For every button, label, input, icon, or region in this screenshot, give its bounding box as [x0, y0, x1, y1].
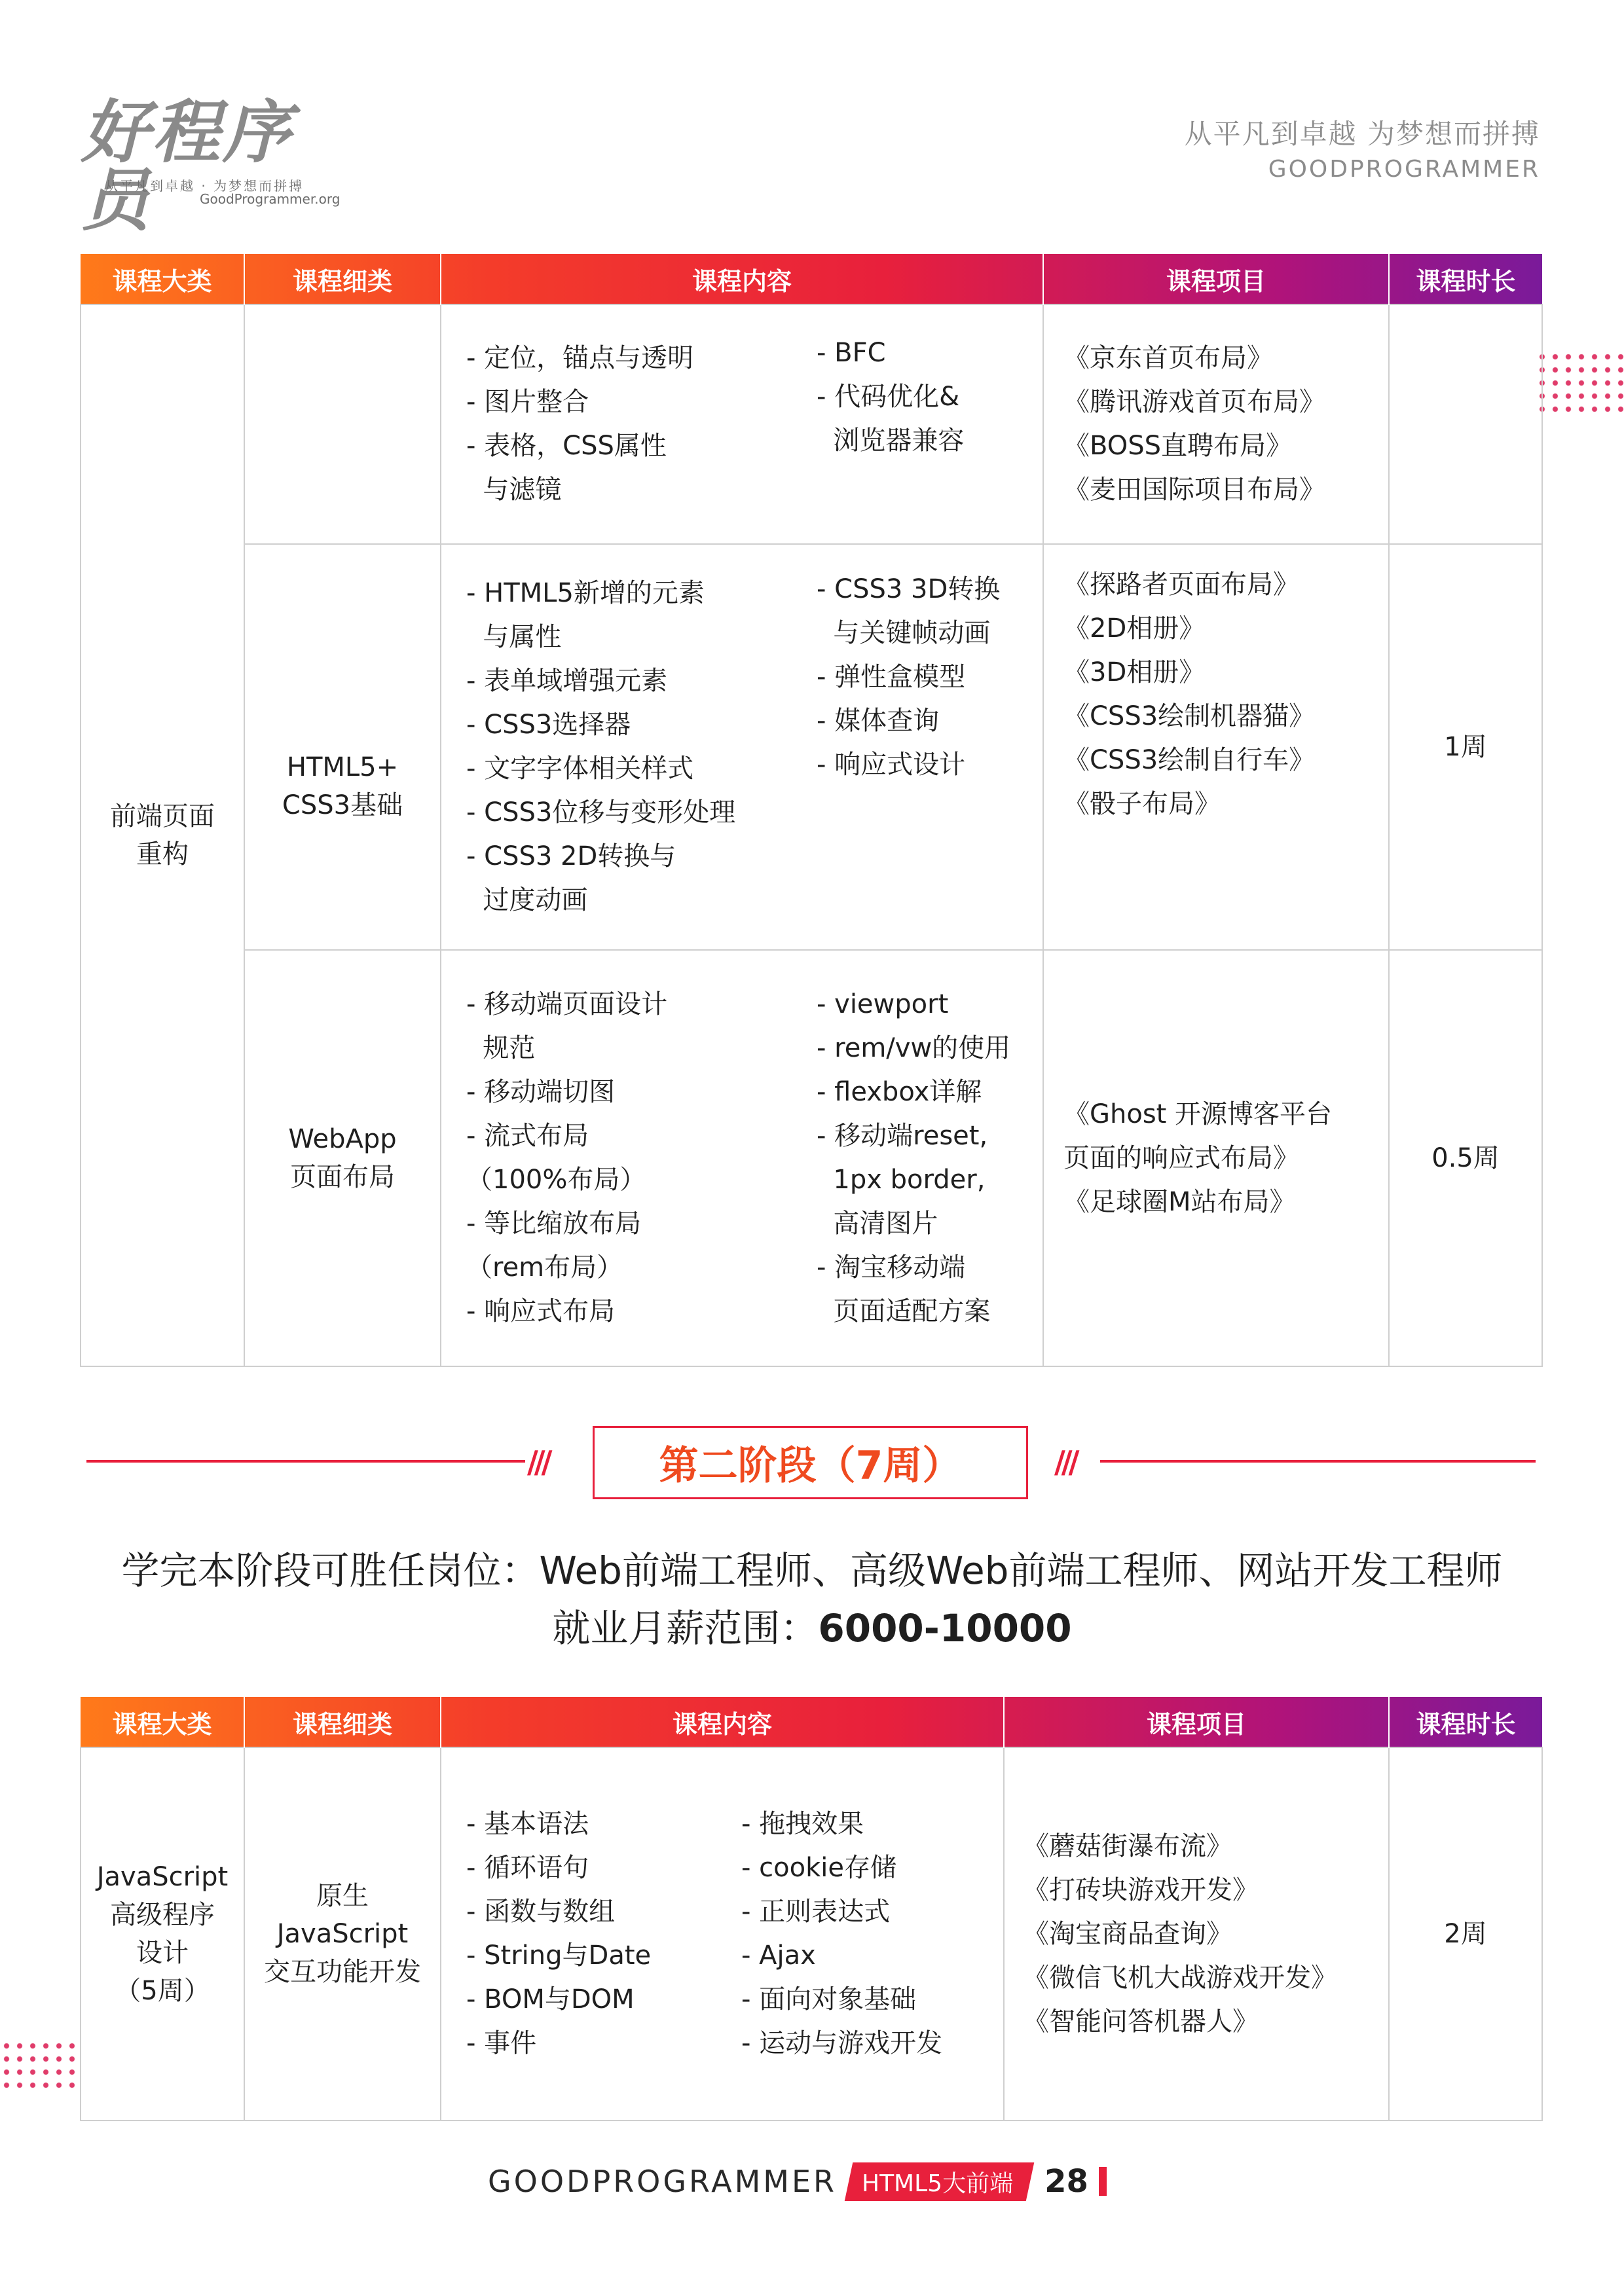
content-cell: [441, 950, 1043, 1366]
logo-text: 好程序员: [81, 92, 294, 240]
subcategory-cell: [244, 304, 441, 544]
project-item: 《BOSS直聘布局》: [1063, 431, 1293, 461]
duration-cell: 0.5周: [1389, 950, 1542, 1366]
course-table-2: [80, 1697, 1543, 2121]
stage-divider-left: [86, 1460, 525, 1463]
project-item: 页面的响应式布局》: [1063, 1142, 1299, 1173]
table-row: [81, 544, 1542, 950]
projects-cell: [1043, 950, 1389, 1366]
header-content: 课程内容: [441, 1697, 1004, 1747]
content-list-left: - 基本语法 - 循环语句 - 函数与数组 - String与Date - BOM与DOM - 事件: [466, 1809, 652, 2058]
hatch-right: ///: [1054, 1444, 1076, 1480]
logo-slogan: 从平凡到卓越 · 为梦想而拼搏: [105, 178, 304, 194]
header-projects: 课程项目: [1043, 254, 1389, 304]
table-header-row: [81, 1697, 1542, 1747]
content-list-left: - 定位，锚点与透明 - 图片整合 - 表格，CSS属性 与滤镜: [466, 343, 694, 505]
subcategory-cell: 原生 JavaScript 交互功能开发: [244, 1747, 441, 2121]
project-item: 《智能问答机器人》: [1023, 2006, 1259, 2037]
decorative-dots-left: [0, 2039, 82, 2095]
project-item: 《京东首页布局》: [1063, 343, 1273, 373]
project-item: 《蘑菇街瀑布流》: [1023, 1831, 1232, 1861]
logo-url: GoodProgrammer.org: [200, 191, 341, 207]
content-list-left: - HTML5新增的元素 与属性 - 表单域增强元素 - CSS3选择器 - 文字字体相关样式 - CSS3位移与变形处理 - CSS3 2D转换与 过度动画: [466, 578, 736, 915]
footer-tag: HTML5大前端: [845, 2162, 1035, 2201]
logo: [79, 92, 354, 240]
category-cell: 前端页面 重构: [81, 304, 244, 1366]
projects-cell: [1004, 1747, 1389, 2121]
content-list-right: - 拖拽效果 - cookie存储 - 正则表达式 - Ajax - 面向对象基础 - 运动与游戏开发: [741, 1809, 943, 2058]
table-header-row: [81, 254, 1542, 304]
subcategory-cell: WebApp 页面布局: [244, 950, 441, 1366]
footer-brand: GOODPROGRAMMER: [488, 2164, 838, 2199]
salary-value: 6000-10000: [818, 1606, 1072, 1650]
project-item: 《腾讯游戏首页布局》: [1063, 387, 1325, 417]
salary-range: [0, 1597, 1624, 1652]
content-list-right: - CSS3 3D转换 与关键帧动画 - 弹性盒模型 - 媒体查询 - 响应式设计: [817, 574, 1001, 780]
projects-cell: [1043, 544, 1389, 950]
hatch-left: ///: [527, 1444, 549, 1480]
header-duration: 课程时长: [1416, 266, 1516, 296]
project-item: 《麦田国际项目布局》: [1063, 475, 1325, 505]
project-item: 《Ghost 开源博客平台: [1063, 1099, 1333, 1129]
table-row: [81, 1747, 1542, 2121]
header-subcategory: 课程细类: [244, 254, 441, 304]
content-cell: [441, 304, 1043, 544]
content-list-right: - BFC - 代码优化& 浏览器兼容: [817, 338, 965, 456]
content-list-left: - 移动端页面设计 规范 - 移动端切图 - 流式布局 （100%布局） - 等比缩放布局 （rem布局） - 响应式布局: [466, 989, 668, 1326]
project-item: 《足球圈M站布局》: [1063, 1186, 1296, 1217]
content-cell: [441, 544, 1043, 950]
category-cell: JavaScript 高级程序 设计 （5周）: [81, 1747, 244, 2121]
header-subcategory: 课程细类: [244, 1697, 441, 1747]
project-item: 《探路者页面布局》: [1063, 570, 1299, 600]
duration-cell: [1389, 304, 1542, 544]
header-content: 课程内容: [441, 254, 1043, 304]
job-positions: 学完本阶段可胜任岗位：Web前端工程师、高级Web前端工程师、网站开发工程师: [121, 1548, 1503, 1593]
course-table-1: [80, 254, 1543, 1367]
header-duration: 课程时长: [1416, 1709, 1516, 1739]
project-item: 《骰子布局》: [1063, 789, 1221, 819]
project-item: 《CSS3绘制机器猫》: [1063, 701, 1316, 731]
page-marker: [1099, 2167, 1107, 2196]
page-number: 28: [1044, 2163, 1088, 2200]
project-item: 《3D相册》: [1063, 657, 1206, 687]
table-row: [81, 304, 1542, 544]
table-row: [81, 950, 1542, 1366]
header-projects: 课程项目: [1004, 1697, 1389, 1747]
stage-divider-right: [1100, 1460, 1536, 1463]
project-item: 《打砖块游戏开发》: [1023, 1874, 1259, 1905]
content-list-right: - viewport - rem/vw的使用 - flexbox详解 - 移动端reset, 1px border, 高清图片 - 淘宝移动端 页面适配方案: [817, 989, 1011, 1326]
subcategory-cell: HTML5+ CSS3基础: [244, 544, 441, 950]
salary-label: 就业月薪范围：: [552, 1606, 819, 1650]
footer: [488, 2162, 1107, 2201]
tagline-en: GOODPROGRAMMER: [1268, 156, 1540, 183]
header-tagline: [1185, 113, 1540, 183]
content-cell: [441, 1747, 1004, 2121]
header-category: 课程大类: [81, 1697, 244, 1747]
projects-cell: [1043, 304, 1389, 544]
project-item: 《微信飞机大战游戏开发》: [1023, 1962, 1337, 1993]
tagline-cn: 从平凡到卓越 为梦想而拼搏: [1184, 118, 1540, 150]
decorative-dots-right: [1536, 350, 1624, 416]
duration-cell: 1周: [1389, 544, 1542, 950]
project-item: 《CSS3绘制自行车》: [1063, 745, 1316, 775]
project-item: 《淘宝商品查询》: [1023, 1918, 1232, 1949]
header-category: 课程大类: [81, 254, 244, 304]
project-item: 《2D相册》: [1063, 613, 1206, 644]
duration-cell: 2周: [1389, 1747, 1542, 2121]
stage-title-box: [593, 1426, 1028, 1499]
stage-title: 第二阶段（7周）: [659, 1443, 962, 1489]
